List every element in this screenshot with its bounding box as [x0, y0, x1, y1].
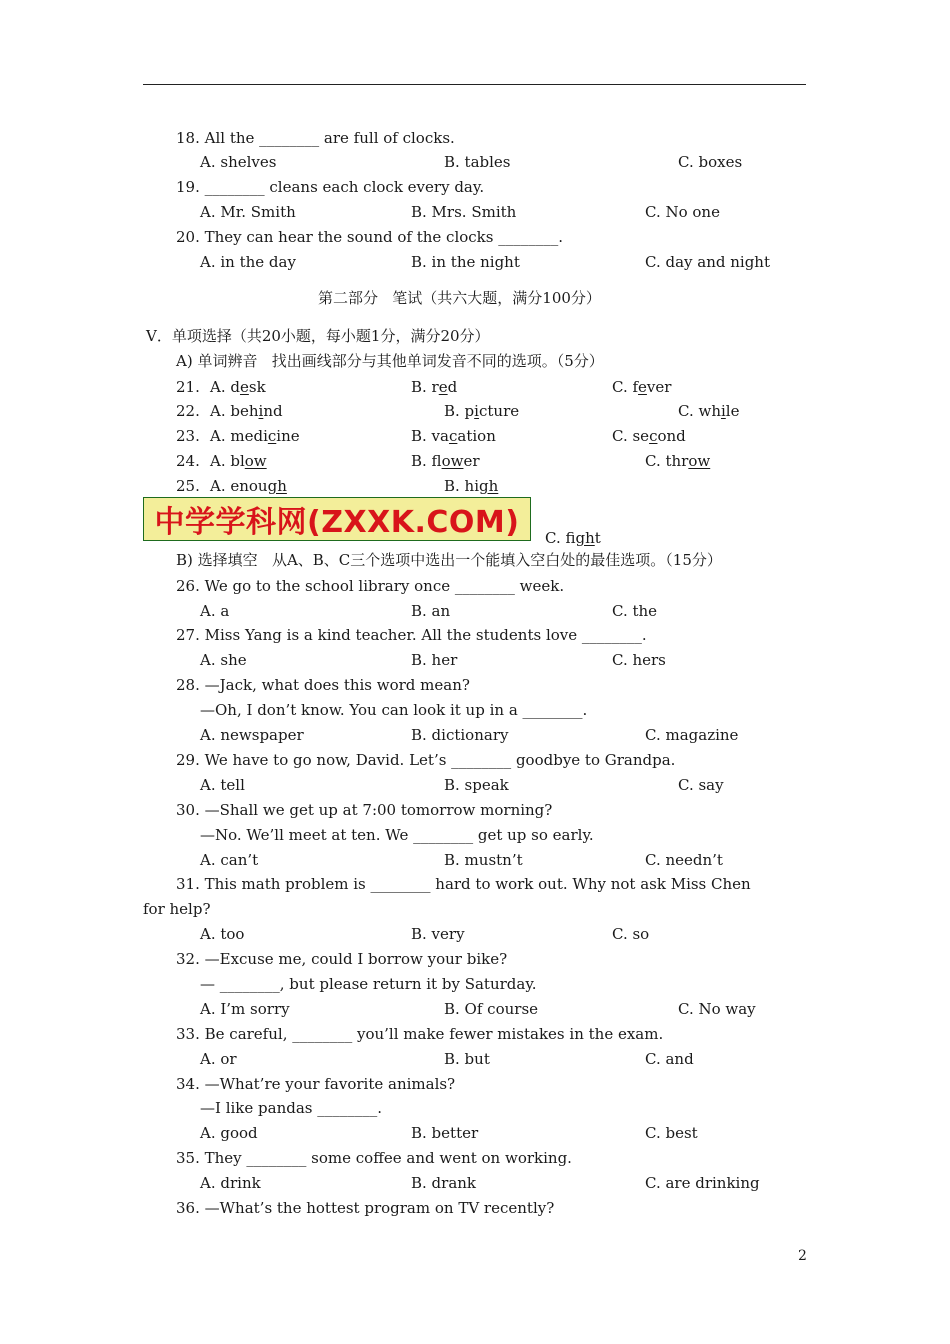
section-b-title: B) 选择填空 从A、B、C三个选项中选出一个能填入空白处的最佳选项。（15分） [176, 551, 722, 569]
question-32-stem: 32. —Excuse me, could I borrow your bike? [176, 950, 508, 968]
question-18-stem: 18. All the ________ are full of clocks. [176, 129, 455, 147]
question-34-option-c: C. best [645, 1124, 698, 1142]
question-34-stem: 34. —What’re your favorite animals? [176, 1075, 456, 1093]
question-28-option-a: A. newspaper [200, 726, 304, 744]
question-27-option-a: A. she [200, 651, 247, 669]
question-23-number: 23. [176, 427, 200, 445]
question-25-option-b: B. high [444, 477, 499, 495]
question-29-stem: 29. We have to go now, David. Let’s ________ goodbye to Grandpa. [176, 751, 676, 769]
question-36-stem: 36. —What’s the hottest program on TV recently? [176, 1199, 555, 1217]
question-31-stem-line-2: for help? [143, 900, 211, 918]
question-22-option-a: A. behind [210, 402, 283, 420]
question-25-option-c: C. fight [545, 529, 601, 547]
question-18-option-a: A. shelves [200, 153, 277, 171]
question-31-option-c: C. so [612, 925, 650, 943]
question-35-option-b: B. drank [411, 1174, 477, 1192]
question-32-option-a: A. I’m sorry [200, 1000, 290, 1018]
question-30-stem-line-2: —No. We’ll meet at ten. We ________ get up so early. [200, 826, 594, 844]
question-35-option-a: A. drink [200, 1174, 261, 1192]
question-18-option-b: B. tables [444, 153, 511, 171]
question-26-option-b: B. an [411, 602, 451, 620]
question-31-stem: 31. This math problem is ________ hard to work out. Why not ask Miss Chen [176, 875, 751, 893]
question-27-option-b: B. her [411, 651, 458, 669]
question-26-option-c: C. the [612, 602, 658, 620]
question-30-option-a: A. can’t [200, 851, 259, 869]
question-34-stem-line-2: —I like pandas ________. [200, 1099, 383, 1117]
question-28-option-c: C. magazine [645, 726, 739, 744]
question-26-stem: 26. We go to the school library once ________ week. [176, 577, 565, 595]
question-34-option-b: B. better [411, 1124, 479, 1142]
question-28-stem: 28. —Jack, what does this word mean? [176, 676, 470, 694]
watermark-logo: 中学学科网(ZXXK.COM) [143, 497, 531, 541]
question-20-option-a: A. in the day [200, 253, 296, 271]
question-27-stem: 27. Miss Yang is a kind teacher. All the students love ________. [176, 626, 647, 644]
question-31-option-a: A. too [200, 925, 245, 943]
question-33-stem: 33. Be careful, ________ you’ll make fewer mistakes in the exam. [176, 1025, 664, 1043]
question-20-option-b: B. in the night [411, 253, 520, 271]
question-32-option-c: C. No way [678, 1000, 756, 1018]
question-22-option-b: B. picture [444, 402, 520, 420]
question-28-stem-line-2: —Oh, I don’t know. You can look it up in a ________. [200, 701, 588, 719]
question-22-option-c: C. while [678, 402, 740, 420]
question-31-option-b: B. very [411, 925, 465, 943]
question-29-option-b: B. speak [444, 776, 509, 794]
question-23-option-a: A. medicine [210, 427, 300, 445]
question-22-number: 22. [176, 402, 200, 420]
section-five-title: V．单项选择（共20小题，每小题1分，满分20分） [146, 327, 490, 345]
question-25-option-a: A. enough [210, 477, 287, 495]
question-32-option-b: B. Of course [444, 1000, 539, 1018]
question-33-option-a: A. or [200, 1050, 237, 1068]
question-33-option-c: C. and [645, 1050, 694, 1068]
question-30-stem: 30. —Shall we get up at 7:00 tomorrow morning? [176, 801, 553, 819]
question-21-option-a: A. desk [210, 378, 266, 396]
question-21-number: 21. [176, 378, 200, 396]
question-27-option-c: C. hers [612, 651, 666, 669]
question-20-stem: 20. They can hear the sound of the clocks ________. [176, 228, 563, 246]
question-33-option-b: B. but [444, 1050, 490, 1068]
section-a-title: A) 单词辨音 找出画线部分与其他单词发音不同的选项。（5分） [176, 352, 604, 370]
question-29-option-a: A. tell [200, 776, 245, 794]
question-18-option-c: C. boxes [678, 153, 743, 171]
question-23-option-c: C. second [612, 427, 686, 445]
question-28-option-b: B. dictionary [411, 726, 509, 744]
question-26-option-a: A. a [200, 602, 230, 620]
question-24-option-c: C. throw [645, 452, 711, 470]
question-25-number: 25. [176, 477, 200, 495]
question-20-option-c: C. day and night [645, 253, 770, 271]
question-29-option-c: C. say [678, 776, 724, 794]
question-24-option-b: B. flower [411, 452, 480, 470]
question-35-stem: 35. They ________ some coffee and went on working. [176, 1149, 572, 1167]
question-35-option-c: C. are drinking [645, 1174, 760, 1192]
question-19-option-c: C. No one [645, 203, 720, 221]
question-30-option-c: C. needn’t [645, 851, 723, 869]
question-34-option-a: A. good [200, 1124, 258, 1142]
part-two-title: 第二部分 笔试（共六大题，满分100分） [318, 289, 601, 307]
question-24-number: 24. [176, 452, 200, 470]
question-23-option-b: B. vacation [411, 427, 496, 445]
question-19-stem: 19. ________ cleans each clock every day. [176, 178, 485, 196]
question-21-option-b: B. red [411, 378, 458, 396]
question-24-option-a: A. blow [210, 452, 267, 470]
question-30-option-b: B. mustn’t [444, 851, 523, 869]
question-19-option-a: A. Mr. Smith [200, 203, 296, 221]
question-21-option-c: C. fever [612, 378, 672, 396]
question-19-option-b: B. Mrs. Smith [411, 203, 517, 221]
header-rule [143, 84, 806, 85]
page-number: 2 [798, 1248, 807, 1264]
question-32-stem-line-2: — ________, but please return it by Saturday. [200, 975, 537, 993]
